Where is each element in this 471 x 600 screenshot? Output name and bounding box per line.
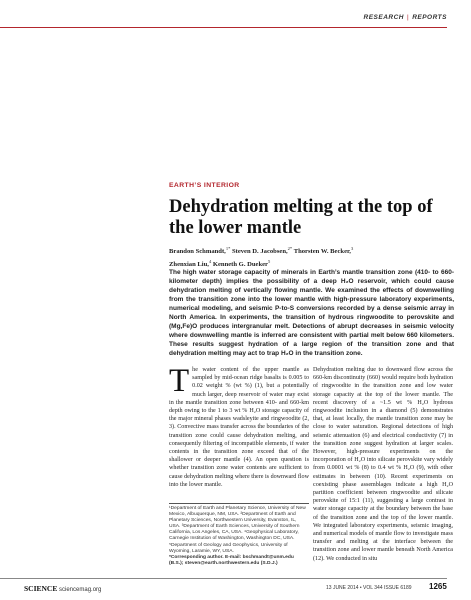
body-text: he water content of the upper mantle as sampled by mid-ocean ridge basalts is 0.005 to 0.02 weight % (wt %) (1), but a potentially much larger, deep reservoir of water may exist in the mantle transition zone between 410- and 660-km depth owing to the 1 to 3 wt % H₂O storage capacity of the major mineral phases wadsleyite and ringwoodite (2, 3). Convective mass transfer across the boundaries of the transition zone could cause dehydration melting, and consequently filtering of incompatible elements, if water contents in the transition zone exceed that of the shallower or deeper mantle (4). An open question is whether transition zone water contents are sufficient to cause dehydration melting where there is downward flow into the lower mantle. (169, 367, 309, 488)
corresponding-author: *Corresponding author. E-mail: bschmandt@unm.edu (B.S.); steven@earth.northwestern.edu (S.D.J.) (169, 554, 294, 566)
running-header (364, 14, 448, 21)
issue-date: 13 JUNE 2014 • VOL 344 ISSUE 6189 (326, 585, 412, 591)
author-affiliation: 2* (287, 246, 293, 251)
abstract: The high water storage capacity of minerals in Earth’s mantle transition zone (410- to 660-kilometer depth) implies the possibility of a deep H₂O reservoir, which could cause dehydration melting of vertically flowing mantle. We examined the effects of downwelling from the transition zone into the lower mantle with high-pressure laboratory experiments, numerical modeling, and seismic P-to-S conversions recorded by a dense seismic array in North America. In experiments, the transition of hydrous ringwoodite to perovskite and (Mg,Fe)O produces intergranular melt. Detections of abrupt decreases in seismic velocity where downwelling mantle is inferred are consistent with partial melt below 660 kilometers. These results suggest hydration of a large region of the transition zone and that dehydration melting may act to trap H₂O in the transition zone. (169, 269, 454, 357)
page-number: 1265 (429, 582, 447, 591)
footer-journal (24, 584, 101, 593)
author-affiliation: 1* (225, 246, 231, 251)
body-column-right (313, 366, 453, 563)
affiliations-text: ¹Department of Earth and Planetary Science, University of New Mexico, Albuquerque, NM, USA. ²Department of Earth and Planetary Sciences, Northwestern University, Evanston, IL, USA. ³Department of Earth Sciences, University of Southern California, Los Angeles, CA, USA. ⁴Geophysical Laboratory, Carnegie Institution of Washington, Washington DC, USA. ⁵Department of Geology and Geophysics, University of Wyoming, Laramie, WY, USA. (169, 506, 306, 554)
journal-site: sciencemag.org (59, 587, 102, 593)
author-name: Brandon Schmandt, (169, 248, 226, 256)
header-separator: | (406, 14, 410, 21)
article-title: Dehydration melting at the top of the lower mantle (169, 197, 433, 238)
section-name: RESEARCH (363, 14, 404, 21)
subsection-name: REPORTS (412, 14, 447, 21)
article-category: EARTH’S INTERIOR (169, 182, 240, 189)
author-name: Steven D. Jacobsen, (231, 248, 288, 256)
author-name: Zhenxian Liu, (169, 261, 209, 269)
body-column-left (169, 363, 309, 489)
author-affiliation: 4 (208, 259, 212, 265)
author-name: Kenneth G. Dueker (212, 261, 268, 269)
body-text: Dehydration melting due to downward flow across the 660-km discontinuity (660) would require both hydration of ringwoodite in the transition zone and low water storage capacity at the top of the lower mantle. The recent discovery of a ~1.5 wt % H₂O hydrous ringwoodite inclusion in a diamond (5) demonstrates that, at least locally, the mantle transition zone may be close to water saturation. Regional detections of high seismic attenuation (6) and electrical conductivity (7) in the transition zone suggest hydration at larger scales. However, high-pressure experiments on the incorporation of H₂O into silicate perovskite vary widely from 0.0001 wt % (8) to 0.4 wt % H₂O (9), with other estimates in between (10). Recent experiments on coexisting phase assemblages indicate a high H₂O partition coefficient between ringwoodite and silicate perovskite of 15:1 (11), suggesting a large contrast in water storage capacity at the boundary between the base of the transition zone and the top of the lower mantle. We integrated laboratory experiments, seismic imaging, and numerical models of mantle flow to investigate mass transfer and melting at the interface between the transition zone and lower mantle beneath North America (12). We conducted in situ (313, 367, 453, 562)
header-rule (0, 27, 447, 28)
footnote-rule (169, 503, 309, 504)
author-affiliation: 5 (268, 259, 271, 265)
affiliation-footnotes (169, 506, 309, 567)
drop-cap: T (169, 363, 190, 399)
footer-rule (0, 578, 447, 579)
journal-name: SCIENCE (24, 584, 58, 593)
author-name: Thorsten W. Becker, (293, 248, 351, 256)
author-affiliation: 3 (350, 246, 354, 251)
author-list (169, 244, 449, 270)
